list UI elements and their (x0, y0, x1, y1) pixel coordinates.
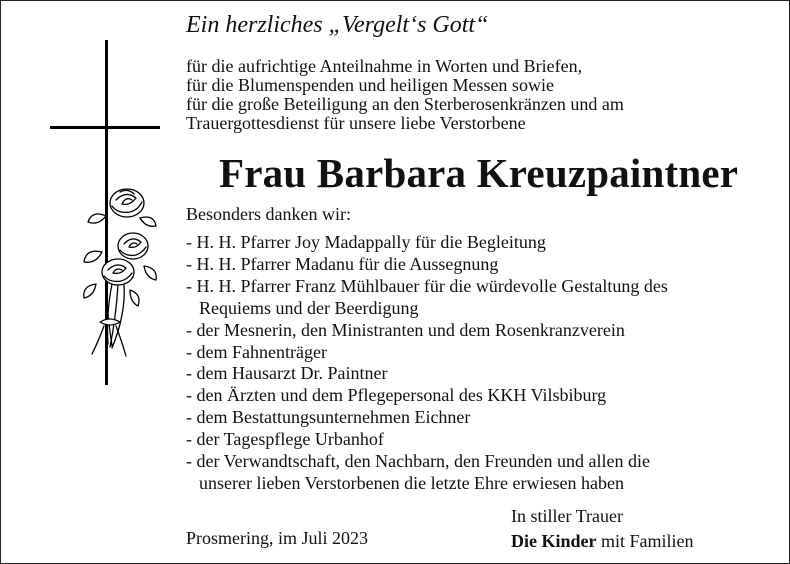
list-item-continuation: unserer lieben Verstorbenen die letzte Ehre erwiesen haben (199, 472, 624, 493)
intro-line: für die große Beteiligung an den Sterberosenkränzen und am (186, 94, 624, 114)
cross-icon (50, 40, 160, 385)
notice-heading: Ein herzliches „Vergelt‘s Gott“ (186, 12, 489, 38)
list-item: - der Verwandtschaft, den Nachbarn, den Freunden und allen die (186, 451, 651, 472)
list-item: - dem Hausarzt Dr. Paintner (186, 363, 388, 384)
list-item: - der Tagespflege Urbanhof (186, 429, 384, 450)
signature-rest: mit Familien (596, 531, 694, 551)
signature-bold: Die Kinder (511, 531, 597, 551)
intro-line: Trauergottesdienst für unsere liebe Verstorbene (186, 113, 526, 133)
intro-line: für die aufrichtige Anteilnahme in Worten und Briefen, (186, 56, 583, 76)
list-item: - H. H. Pfarrer Joy Madappally für die Begleitung (186, 232, 546, 252)
cross-with-roses (40, 40, 180, 390)
thanks-list (186, 232, 668, 495)
list-item: - den Ärzten und dem Pflegepersonal des KKH Vilsbiburg (186, 385, 607, 406)
signature (511, 530, 694, 552)
intro-line: für die Blumenspenden und heiligen Messen sowie (186, 75, 554, 95)
list-item: - der Mesnerin, den Ministranten und dem Rosenkranzverein (186, 319, 625, 340)
list-item: - H. H. Pfarrer Franz Mühlbauer für die würdevolle Gestaltung des (186, 275, 668, 296)
list-item: - dem Fahnenträger (186, 341, 327, 362)
place-date: Prosmering, im Juli 2023 (186, 528, 369, 548)
list-item: - H. H. Pfarrer Madanu für die Aussegnung (186, 253, 499, 274)
mourning-line: In stiller Trauer (511, 506, 623, 526)
deceased-name: Frau Barbara Kreuzpaintner (219, 150, 739, 196)
list-item: - dem Bestattungsunternehmen Eichner (186, 407, 471, 428)
rose-bouquet-icon (84, 189, 157, 356)
thanks-label: Besonders danken wir: (186, 204, 351, 224)
intro-text (186, 57, 624, 133)
list-item-continuation: Requiems und der Beerdigung (199, 297, 419, 318)
